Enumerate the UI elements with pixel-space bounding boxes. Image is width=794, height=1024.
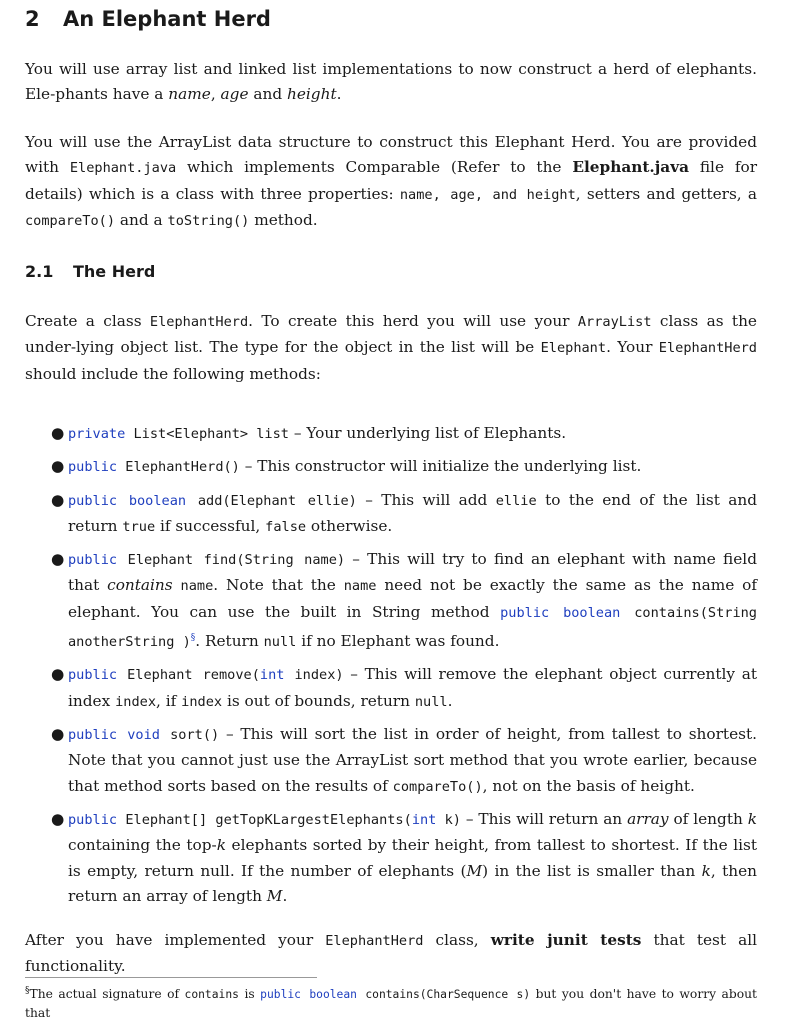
code: ArrayList — [577, 314, 652, 330]
keyword: public — [68, 459, 118, 476]
text: You will use the ArrayList data structure to construct this Elephant Herd. You are provided with — [25, 133, 757, 177]
footnote-marker[interactable]: § — [190, 633, 196, 644]
subsection-heading — [25, 262, 155, 281]
text: otherwise. — [306, 516, 393, 535]
text: containing the top- — [68, 836, 217, 855]
subsection-number: 2.1 — [25, 262, 54, 281]
code: null — [414, 693, 448, 710]
text: if no Elephant was found. — [296, 632, 500, 651]
code: index — [115, 693, 157, 710]
text: . To create this herd you will use your — [248, 312, 578, 330]
bullet-icon: ● — [51, 424, 65, 442]
list-item — [25, 807, 757, 909]
list-item — [25, 488, 757, 541]
keyword: public — [68, 811, 118, 828]
code: false — [265, 518, 307, 535]
text: if successful, — [155, 516, 266, 535]
section-heading — [25, 7, 271, 31]
section-title: An Elephant Herd — [63, 7, 271, 31]
text: and — [248, 85, 288, 104]
subsection-title: The Herd — [73, 262, 156, 281]
text: After you have implemented your — [25, 931, 326, 949]
text: . — [282, 886, 288, 905]
footnote-marker: § — [25, 986, 30, 996]
code: Elephant.java — [69, 160, 177, 177]
code: contains(String anotherString ) — [68, 604, 757, 651]
bullet-icon: ● — [51, 809, 65, 828]
code: sort() — [159, 727, 220, 744]
text: and a — [115, 210, 168, 229]
code: ElephantHerd — [325, 933, 424, 949]
list-item — [25, 421, 757, 447]
text: that test all functionality. — [25, 931, 757, 976]
code: index — [181, 693, 223, 710]
text-italic: name — [168, 85, 211, 104]
bullet-icon: ● — [51, 725, 65, 744]
code: toString() — [167, 212, 250, 229]
text-italic: M — [266, 886, 283, 905]
bullet-icon: ● — [51, 665, 65, 684]
text: elephants sorted by their height, from tallest to shortest. If the list is empty, return null. If the number of elephants ( — [68, 836, 757, 880]
text: Create a class — [25, 312, 150, 330]
text: , then return an array of length — [68, 861, 757, 905]
code: index) — [284, 667, 344, 684]
bullet-icon: ● — [51, 490, 65, 509]
text: which implements Comparable (Refer to the — [176, 158, 573, 177]
text: ) in the list is smaller than — [482, 861, 702, 880]
text: need not be exactly the same as the name of elephant. You can use the built in String method — [68, 576, 757, 621]
code: compareTo() — [25, 212, 116, 229]
text-italic: height — [287, 85, 337, 104]
code: contains(CharSequence s) — [356, 988, 531, 1002]
text: The actual signature of — [29, 987, 185, 1002]
keyword: public void — [68, 727, 160, 744]
code: Elephant find(String name) — [117, 552, 346, 569]
text-italic: array — [627, 809, 669, 828]
footnote-divider — [25, 977, 317, 978]
list-item — [25, 547, 757, 655]
code: k) — [436, 811, 461, 828]
bullet-icon: ● — [51, 550, 65, 569]
intro-paragraph — [25, 57, 757, 108]
herd-paragraph — [25, 309, 757, 387]
text: – This constructor will initialize the underlying list. — [239, 457, 642, 476]
text: . Your — [606, 338, 659, 357]
code: true — [122, 518, 156, 535]
text-italic: k — [216, 836, 226, 855]
code: null — [263, 634, 297, 651]
text: – This will return an — [460, 809, 628, 828]
code: name, age, and height — [399, 186, 576, 203]
code: add(Elephant ellie) — [186, 492, 357, 509]
text: is — [238, 987, 261, 1002]
keyword: public boolean — [260, 988, 357, 1002]
text: . — [447, 691, 453, 710]
keyword: public — [68, 667, 118, 684]
code: ellie — [495, 492, 537, 509]
code: Elephant remove( — [117, 667, 260, 684]
text: of length — [668, 809, 748, 828]
code: Elephant — [540, 340, 607, 357]
text: , if — [156, 691, 182, 710]
text: . Note that the — [213, 576, 344, 595]
code: ElephantHerd() — [117, 459, 240, 476]
arraylist-paragraph — [25, 130, 757, 234]
footnote — [25, 982, 757, 1023]
code: contains — [184, 988, 239, 1002]
text: – This will try to find an elephant with name field that — [68, 550, 757, 595]
text: class as the under-lying object list. The type for the object in the list will be — [25, 312, 757, 357]
text: , not on the basis of height. — [482, 776, 695, 795]
text-italic: k — [701, 861, 711, 880]
text: – This will add — [356, 490, 496, 509]
text-bold: Elephant.java — [572, 158, 690, 177]
text: to the end of the list and return — [68, 490, 757, 535]
text: method. — [249, 210, 318, 229]
text — [173, 576, 181, 594]
code: List<Elephant> list — [125, 426, 289, 442]
text-italic: contains — [107, 576, 173, 595]
code: name — [180, 578, 214, 595]
text: should include the following methods: — [25, 364, 321, 383]
code: compareTo() — [392, 778, 483, 795]
keyword: int — [259, 667, 285, 684]
text: file for details) which is a class with three properties: — [25, 158, 758, 203]
text: You will use array list and linked list implementations to now construct a herd of elephants. Ele-phants have a — [25, 60, 757, 104]
text-italic: age — [220, 85, 249, 104]
code: ElephantHerd — [658, 340, 757, 357]
text: is out of bounds, return — [222, 691, 415, 710]
keyword: public — [68, 552, 118, 569]
list-item — [25, 722, 757, 800]
keyword: public boolean — [500, 604, 621, 621]
bullet-icon: ● — [51, 457, 65, 476]
text: , setters and getters, a — [575, 184, 758, 203]
text: but you don't have to worry about that — [25, 987, 757, 1021]
text-italic: M — [466, 861, 483, 880]
list-item — [25, 662, 757, 715]
code: ElephantHerd — [149, 314, 249, 330]
text: . Return — [195, 632, 264, 651]
text-bold: write junit tests — [490, 931, 642, 949]
keyword: private — [68, 426, 126, 442]
method-list — [25, 421, 757, 916]
text: class, — [423, 931, 491, 949]
section-number: 2 — [25, 7, 40, 31]
list-item — [25, 454, 757, 480]
keyword: int — [411, 811, 437, 828]
text: . — [336, 85, 342, 104]
text: , — [210, 85, 221, 104]
text: – Your underlying list of Elephants. — [288, 424, 567, 442]
text-italic: k — [747, 809, 758, 828]
code: Elephant[] getTopKLargestElephants( — [117, 811, 412, 828]
text: – This will sort the list in order of height, from tallest to shortest. Note that you cannot just use the ArrayList sort method that you wrote earlier, because that method sorts based on the results of — [68, 725, 757, 795]
code: name — [343, 578, 377, 595]
keyword: public boolean — [68, 492, 187, 509]
text: – This will remove the elephant object currently at index — [68, 665, 757, 710]
closing-paragraph — [25, 928, 757, 980]
